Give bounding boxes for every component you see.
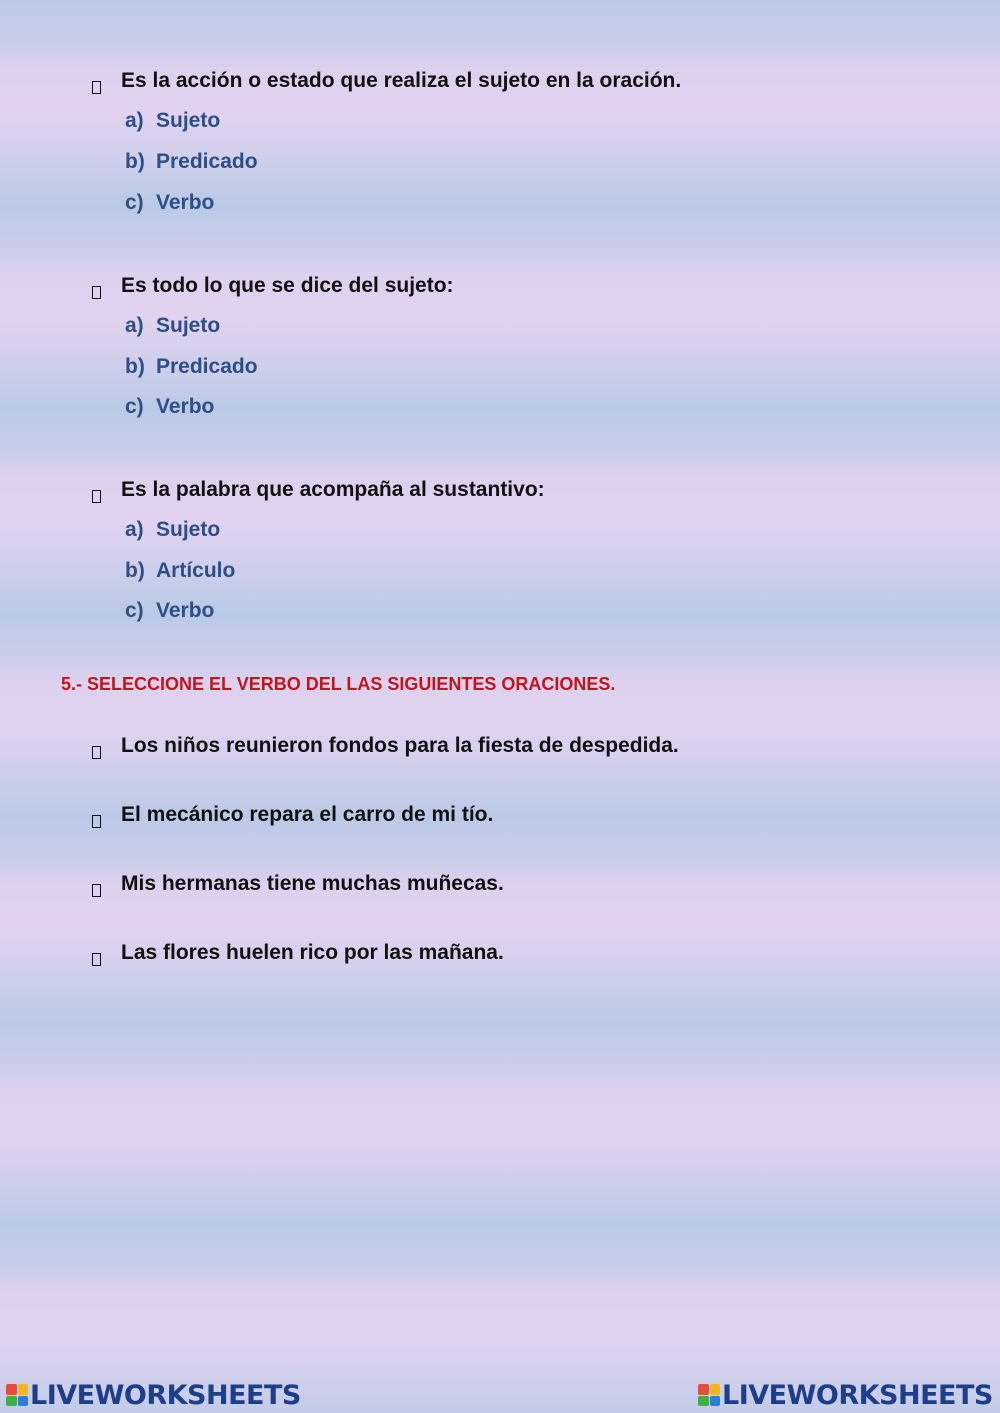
section-5-title: 5.- SELECCIONE EL VERBO DEL LAS SIGUIENTES ORACIONES.: [61, 674, 616, 694]
question-2-prompt: Es todo lo que se dice del sujeto:: [121, 274, 454, 297]
question-1-prompt: Es la acción o estado que realiza el sujeto en la oración.: [121, 69, 682, 92]
sentence-4[interactable]: Las flores huelen rico por las mañana.: [121, 941, 504, 964]
checkbox-bullet-icon: [92, 815, 101, 828]
question-1-option-a[interactable]: a) Sujeto: [125, 109, 221, 132]
brand-text: LIVEWORKSHEETS: [722, 1379, 993, 1411]
checkbox-bullet-icon: [92, 746, 101, 759]
checkbox-bullet-icon: [92, 490, 101, 503]
question-1-option-b[interactable]: b) Predicado: [125, 150, 258, 173]
question-3-option-b[interactable]: b) Artículo: [125, 559, 236, 582]
logo-cell: [18, 1396, 29, 1407]
logo-cell: [6, 1384, 17, 1395]
checkbox-bullet-icon: [92, 884, 101, 897]
logo-cell: [710, 1384, 721, 1395]
brand-text: LIVEWORKSHEETS: [30, 1379, 301, 1411]
logo-cell: [18, 1384, 29, 1395]
liveworksheets-brand-left: [6, 1380, 301, 1410]
checkbox-bullet-icon: [92, 81, 101, 94]
question-2-option-c[interactable]: c) Verbo: [125, 395, 215, 418]
question-1-option-c[interactable]: c) Verbo: [125, 191, 215, 214]
sentence-2[interactable]: El mecánico repara el carro de mi tío.: [121, 803, 494, 826]
liveworksheets-logo-icon: [6, 1384, 28, 1406]
checkbox-bullet-icon: [92, 286, 101, 299]
logo-cell: [698, 1396, 709, 1407]
liveworksheets-logo-icon: [698, 1384, 720, 1406]
logo-cell: [6, 1396, 17, 1407]
logo-cell: [710, 1396, 721, 1407]
checkbox-bullet-icon: [92, 953, 101, 966]
question-3-option-a[interactable]: a) Sujeto: [125, 518, 221, 541]
question-3-option-c[interactable]: c) Verbo: [125, 599, 215, 622]
question-3-prompt: Es la palabra que acompaña al sustantivo:: [121, 478, 545, 501]
question-2-option-b[interactable]: b) Predicado: [125, 355, 258, 378]
liveworksheets-brand-right: [698, 1380, 993, 1410]
logo-cell: [698, 1384, 709, 1395]
question-2-option-a[interactable]: a) Sujeto: [125, 314, 221, 337]
sentence-1[interactable]: Los niños reunieron fondos para la fiesta de despedida.: [121, 734, 679, 757]
sentence-3[interactable]: Mis hermanas tiene muchas muñecas.: [121, 872, 504, 895]
